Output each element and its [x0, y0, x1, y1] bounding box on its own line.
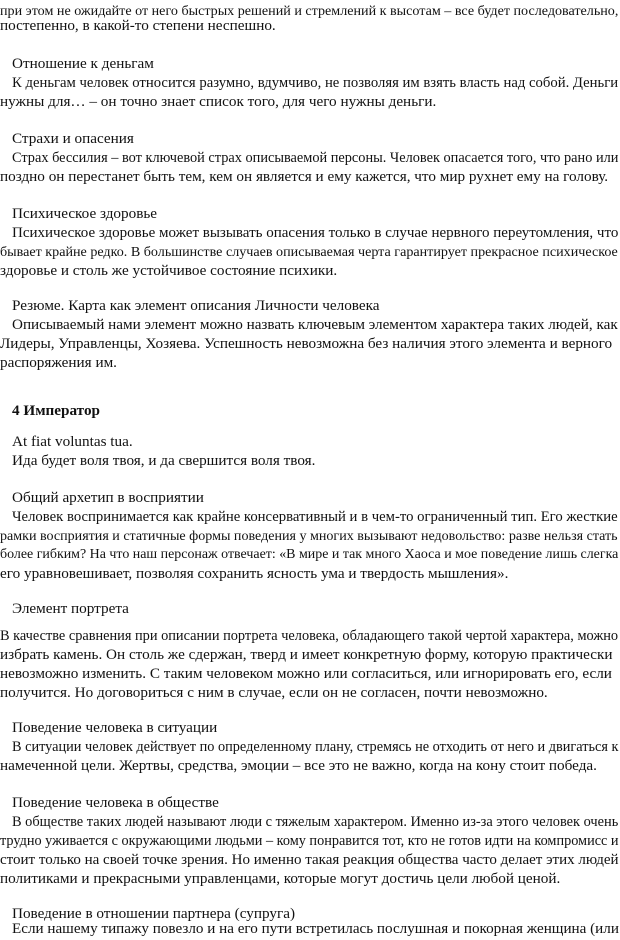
- section-heading-fears: Страхи и опасения: [12, 130, 134, 147]
- section-heading-archetype: Общий архетип в восприятии: [12, 489, 204, 506]
- section-heading-partner: Поведение в отношении партнера (супруга): [12, 905, 296, 922]
- paragraph-line: В обществе таких людей называют люди с тяжелым характером. Именно из-за этого человек очень: [12, 814, 619, 830]
- paragraph-line: Психическое здоровье может вызывать опасения только в случае нервного переутомления, что: [12, 225, 619, 241]
- paragraph-line: рамки восприятия и статичные формы поведения у многих вызывают недовольство: разве нельзя стать: [0, 528, 618, 544]
- paragraph-line: нужны для… – он точно знает список того, для чего нужны деньги.: [0, 93, 437, 110]
- paragraph-line: В качестве сравнения при описании портрета человека, обладающего такой чертой характера, можно: [0, 628, 619, 644]
- paragraph-line: более гибким? На что наш персонаж отвечает: «В мире и так много Хаоса и мое поведение лишь слегка: [0, 547, 619, 562]
- section-heading-society: Поведение человека в обществе: [12, 794, 219, 811]
- paragraph-line: поздно он перестанет быть тем, кем он является и ему кажется, что мир рухнет ему на голову.: [0, 168, 609, 185]
- paragraph-line: Описываемый нами элемент можно назвать ключевым элементом характера таких людей, как: [12, 316, 618, 333]
- paragraph-line: невозможно изменить. С таким человеком можно или согласиться, или игнорировать его, если: [0, 665, 612, 682]
- section-heading-situation: Поведение человека в ситуации: [12, 719, 218, 736]
- paragraph-line: Страх бессилия – вот ключевой страх описываемой персоны. Человек опасается того, что рано или: [12, 150, 619, 166]
- paragraph-line: бывает крайне редко. В большинстве случаев описываемая черта гарантирует прекрасное психическое: [0, 244, 618, 260]
- section-heading-portrait: Элемент портрета: [12, 600, 129, 617]
- paragraph-line: намеченной цели. Жертвы, средства, эмоции – все это не важно, когда на кону стоит победа.: [0, 757, 597, 774]
- chapter-title: 4 Император: [12, 402, 100, 419]
- paragraph-line: здоровье и столь же устойчивое состояние психики.: [0, 262, 338, 279]
- paragraph-line: трудно уживается с окружающими людьми – кому понравится тот, кто не готов идти на компромисс и: [0, 833, 619, 849]
- paragraph-line: получится. Но договориться с ним в случае, если он не согласен, почти невозможно.: [0, 684, 548, 701]
- paragraph-line: стоит только на своей точке зрения. Но именно такая реакция общества часто делает этих людей: [0, 852, 619, 868]
- section-heading-summary: Резюме. Карта как элемент описания Личности человека: [12, 297, 380, 314]
- epigraph-latin: At fiat voluntas tua.: [12, 433, 133, 450]
- paragraph-line: Если нашему типажу повезло и на его пути встретилась послушная и покорная женщина (или: [12, 921, 619, 937]
- paragraph-line: Человек воспринимается как крайне консервативный и в чем-то ограниченный тип. Его жесткие: [12, 509, 618, 525]
- paragraph-line: избрать камень. Он столь же сдержан, тверд и имеет конкретную форму, которую практически: [0, 646, 613, 663]
- paragraph-line: при этом не ожидайте от него быстрых решений и стремлений к высотам – все будет последовательно,: [0, 3, 619, 19]
- paragraph-line: его уравновешивает, позволяя сохранить ясность ума и твердость мышления».: [0, 565, 509, 582]
- paragraph-line: К деньгам человек относится разумно, вдумчиво, не позволяя им взять власть над собой. Деньги: [12, 75, 619, 91]
- paragraph-line: политиками и прекрасными управленцами, которые могут достичь цели любой ценой.: [0, 870, 561, 887]
- paragraph-line: Лидеры, Управленцы, Хозяева. Успешность невозможна без наличия этого элемента и верного: [0, 335, 613, 352]
- paragraph-line: распоряжения им.: [0, 354, 117, 371]
- section-heading-mental-health: Психическое здоровье: [12, 205, 158, 222]
- section-heading-money: Отношение к деньгам: [12, 55, 154, 72]
- paragraph-line: постепенно, в какой-то степени неспешно.: [0, 17, 276, 34]
- paragraph-line: В ситуации человек действует по определенному плану, стремясь не отходить от него и двигаться к: [12, 739, 619, 755]
- epigraph-translation: Ида будет воля твоя, и да свершится воля твоя.: [12, 452, 316, 469]
